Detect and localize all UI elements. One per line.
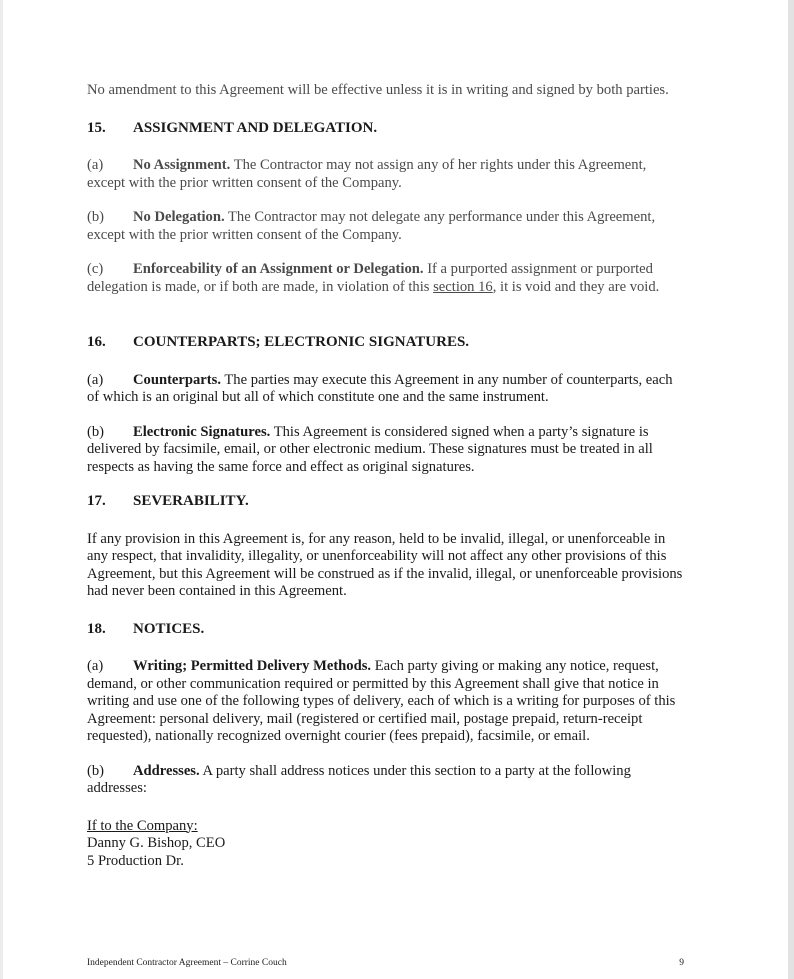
section-16-heading xyxy=(87,334,687,352)
company-address-block xyxy=(87,818,687,871)
section-16-title: COUNTERPARTS; ELECTRONIC SIGNATURES. xyxy=(133,334,470,350)
section-16b-text: This Agreement is considered signed when a party’s signature is delivered by facsimile, email, or other electronic medium. These signatures must be treated in all respects as having the same force and effect as original signatures. xyxy=(87,423,653,475)
section-17-title: SEVERABILITY. xyxy=(133,493,249,509)
footer-document-title: Independent Contractor Agreement – Corrine Couch xyxy=(87,958,287,968)
scan-edge-right xyxy=(788,0,794,979)
section-15-number: 15. xyxy=(87,119,106,136)
section-17-heading xyxy=(87,493,687,511)
section-15a-text: The Contractor may not assign any of her rights under this Agreement, except with the prior written consent of the Company. xyxy=(87,157,647,191)
footer-page-number: 9 xyxy=(679,958,684,968)
section-15b-heading: No Delegation. xyxy=(133,209,225,225)
section-18b-paragraph xyxy=(87,763,687,798)
section-18b-label: (b) xyxy=(87,762,105,779)
address-street: 5 Production Dr. xyxy=(87,852,184,869)
section-15b-label: (b) xyxy=(87,209,105,225)
section-18-heading xyxy=(87,621,687,639)
section-15c-heading: Enforceability of an Assignment or Delegation. xyxy=(133,261,424,277)
section-15a-heading: No Assignment. xyxy=(133,157,231,173)
section-18b-heading: Addresses. xyxy=(133,762,200,779)
scan-edge-left xyxy=(0,0,3,979)
section-17-text: If any provision in this Agreement is, for any reason, held to be invalid, illegal, or unenforceable in any respect, that invalidity, illegality, or unenforceability will not affect any other provisions of this Agreement, but this Agreement will be construed as if the invalid, illegal, or unenforceable provisions had never been contained in this Agreement. xyxy=(87,530,683,599)
section-15b-text: The Contractor may not delegate any performance under this Agreement, except with the prior written consent of the Company. xyxy=(87,209,656,243)
section-16b-paragraph xyxy=(87,424,687,477)
section-18a-text: Each party giving or making any notice, request, demand, or other communication required or permitted by this Agreement shall give that notice in writing and use one of the following types of delivery, each of which is a writing for purposes of this Agreement: personal delivery, mail (registered or certified mail, postage prepaid, return-receipt requested), nationally recognized overnight courier (fees prepaid), facsimile, or email. xyxy=(87,658,676,744)
section-16a-heading: Counterparts. xyxy=(133,371,221,388)
section-16-number: 16. xyxy=(87,334,106,350)
section-15c-text-after: , it is void and they are void. xyxy=(492,278,660,295)
section-18a-heading: Writing; Permitted Delivery Methods. xyxy=(133,658,372,674)
section-16b-label: (b) xyxy=(87,423,105,440)
section-16b-heading: Electronic Signatures. xyxy=(133,423,271,440)
section-15c-paragraph xyxy=(87,261,687,296)
intro-paragraph: No amendment to this Agreement will be effective unless it is in writing and signed by both parties. xyxy=(87,82,669,98)
section-16a-label: (a) xyxy=(87,371,104,388)
section-15b-paragraph xyxy=(87,209,687,244)
document-body xyxy=(87,82,687,870)
section-16a-paragraph xyxy=(87,372,687,407)
page-footer xyxy=(87,958,684,968)
section-15c-text-before: If a purported assignment or purported delegation is made, or if both are made, in violation of this xyxy=(87,261,653,295)
section-15-title: ASSIGNMENT AND DELEGATION. xyxy=(133,119,378,136)
section-15c-label: (c) xyxy=(87,261,104,277)
address-name: Danny G. Bishop, CEO xyxy=(87,835,226,851)
section-18-title: NOTICES. xyxy=(133,620,205,637)
section-15a-label: (a) xyxy=(87,157,104,173)
address-heading: If to the Company: xyxy=(87,817,198,834)
section-16a-text: The parties may execute this Agreement in any number of counterparts, each of which is an original but all of which constitute one and the same instrument. xyxy=(87,371,673,405)
section-17-number: 17. xyxy=(87,493,106,509)
section-15a-paragraph xyxy=(87,157,687,192)
section-16-reference: section 16 xyxy=(433,278,493,295)
section-18-number: 18. xyxy=(87,620,106,637)
section-18a-label: (a) xyxy=(87,658,104,674)
section-18a-paragraph xyxy=(87,658,687,746)
section-18b-text: A party shall address notices under this section to a party at the following addresses: xyxy=(87,762,631,796)
section-15-heading xyxy=(87,120,687,138)
